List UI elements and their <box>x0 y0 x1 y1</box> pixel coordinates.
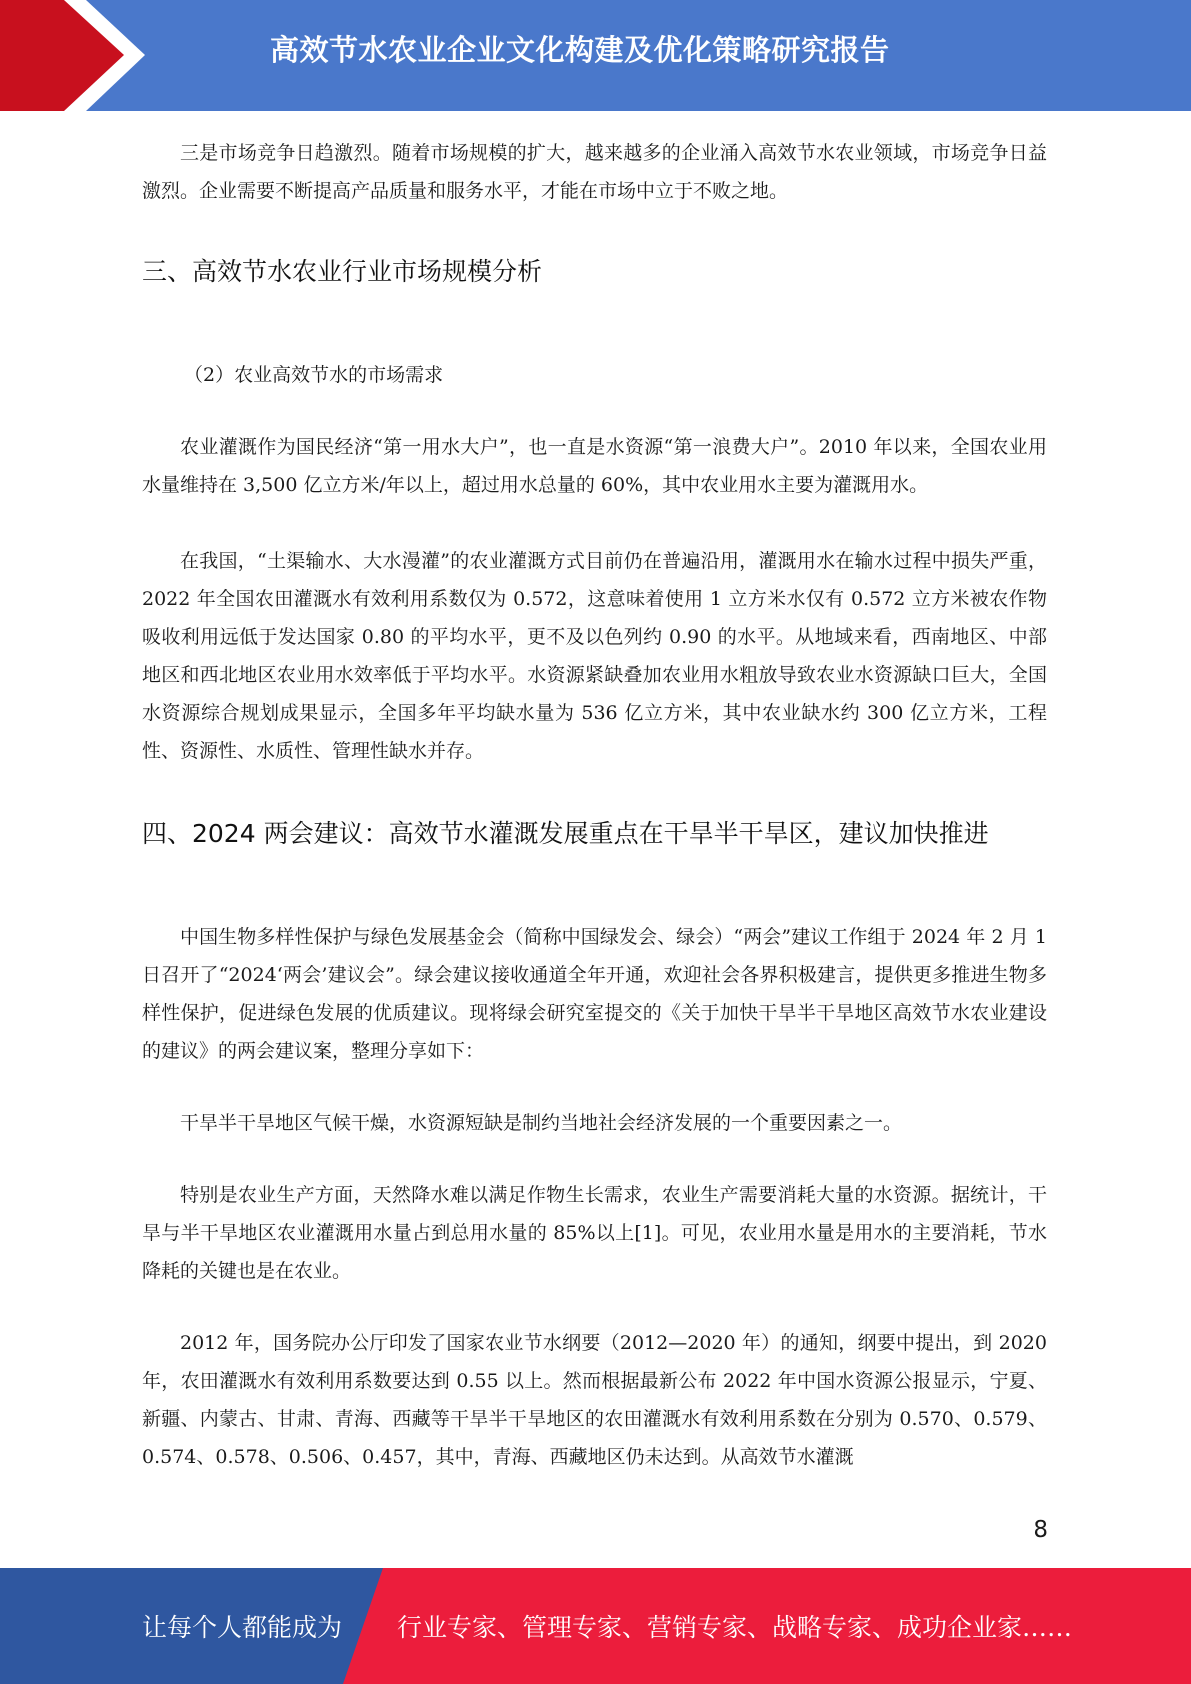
page-header <box>0 0 1191 111</box>
section-heading-3: 三、高效节水农业行业市场规模分析 <box>142 257 543 286</box>
page-number: 8 <box>1033 1517 1048 1543</box>
subsection-heading-2: （2）农业高效节水的市场需求 <box>184 364 444 386</box>
paragraph-agri-water-consumption: 特别是农业生产方面，天然降水难以满足作物生长需求，农业生产需要消耗大量的水资源。据统计，干旱与半干旱地区农业灌溉用水量占到总用水量的 85%以上[1]。可见，农业用水量是用水的主要消耗，节水降耗的关键也是在农业。 <box>142 1184 1047 1282</box>
paragraph-arid-climate: 干旱半干旱地区气候干燥，水资源短缺是制约当地社会经济发展的一个重要因素之一。 <box>180 1112 903 1134</box>
section-heading-4: 四、2024 两会建议：高效节水灌溉发展重点在干旱半干旱区，建议加快推进 <box>142 819 989 848</box>
paragraph-green-foundation: 中国生物多样性保护与绿色发展基金会（简称中国绿发会、绿会）“两会”建议工作组于 2024 年 2 月 1 日召开了“2024‘两会’建议会”。绿会建议接收通道全年开通，欢迎社会各界积极建言，提供更多推进生物多样性保护，促进绿色发展的优质建议。现将绿会研究室提交的《关于加快干旱半干旱地区高效节水农业建设的建议》的两会建议案，整理分享如下： <box>142 926 1047 1062</box>
report-title: 高效节水农业企业文化构建及优化策略研究报告 <box>270 33 890 67</box>
header-chevron-icon <box>0 0 160 111</box>
paragraph-water-saving-outline: 2012 年，国务院办公厅印发了国家农业节水纲要（2012—2020 年）的通知，纲要中提出，到 2020 年，农田灌溉水有效利用系数要达到 0.55 以上。然而根据最新公布 2022 年中国水资源公报显示，宁夏、新疆、内蒙古、甘肃、青海、西藏等干旱半干旱地区的农田灌溉水有效利用系数在分别为 0.570、0.579、0.574、0.578、0.506、0.457，其中，青海、西藏地区仍未达到。从高效节水灌溉 <box>142 1332 1047 1468</box>
paragraph-competition: 三是市场竞争日趋激烈。随着市场规模的扩大，越来越多的企业涌入高效节水农业领域，市场竞争日益激烈。企业需要不断提高产品质量和服务水平，才能在市场中立于不败之地。 <box>142 142 1047 202</box>
page-footer <box>0 1568 1191 1684</box>
paragraph-irrigation-usage: 农业灌溉作为国民经济“第一用水大户”，也一直是水资源“第一浪费大户”。2010 年以来，全国农业用水量维持在 3,500 亿立方米/年以上，超过用水总量的 60%，其中农业用水主要为灌溉用水。 <box>142 436 1047 496</box>
footer-slogan-right: 行业专家、管理专家、营销专家、战略专家、成功企业家…… <box>397 1613 1073 1642</box>
footer-slogan-left: 让每个人都能成为 <box>142 1613 343 1642</box>
document-body <box>142 130 1047 1476</box>
paragraph-irrigation-efficiency: 在我国，“土渠输水、大水漫灌”的农业灌溉方式目前仍在普遍沿用，灌溉用水在输水过程中损失严重，2022 年全国农田灌溉水有效利用系数仅为 0.572，这意味着使用 1 立方米水仅有 0.572 立方米被农作物吸收利用远低于发达国家 0.80 的平均水平，更不及以色列约 0.90 的水平。从地域来看，西南地区、中部地区和西北地区农业用水效率低于平均水平。水资源紧缺叠加农业用水粗放导致农业水资源缺口巨大，全国水资源综合规划成果显示，全国多年平均缺水量为 536 亿立方米，其中农业缺水约 300 亿立方米，工程性、资源性、水质性、管理性缺水并存。 <box>142 550 1047 762</box>
